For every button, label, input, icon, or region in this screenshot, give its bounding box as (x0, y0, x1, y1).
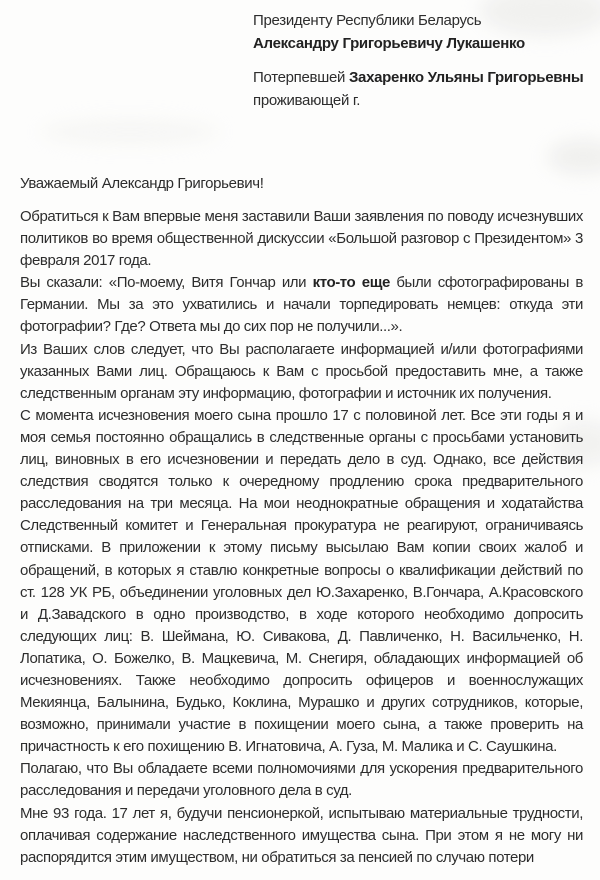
emphasized-text: кто-то еще (312, 274, 390, 292)
paragraph-text: Вы сказали: «По-моему, Витя Гончар или (20, 274, 313, 292)
sender-line (253, 66, 583, 89)
header-spacer (253, 55, 583, 66)
addressee-title: Президенту Республики Беларусь (253, 12, 482, 29)
sender-name: Захаренко Ульяны Григорьевны (348, 69, 584, 86)
paragraph-text: Из Ваших слов следует, что Вы располагаете информацией и/или фотографиями указанных Вами лиц. Обращаюсь к Вам с просьбой предоставить мне, а также следственным органам эту информацию, фотографии и источник их получения. (20, 340, 583, 402)
sender-residence: проживающей г. (253, 92, 361, 109)
paragraph (20, 758, 583, 802)
paragraph (20, 803, 583, 869)
addressee-name: Александру Григорьевичу Лукашенко (253, 35, 525, 52)
letter-body (20, 206, 583, 869)
paragraph-text: С момента исчезновения моего сына прошло 17 с половиной лет. Все эти годы я и моя семья постоянно обращались в следственные органы с просьбами установить лиц, виновных в его исчезновении и передать дело в суд. Однако, все действия следствия сводятся только к очередному продлению срока предварительного расследования на три месяца. На мои неоднократные обращения и ходатайства Следственный комитет и Генеральная прокуратура не реагируют, ограничиваясь отписками. В приложении к этому письму высылаю Вам копии своих жалоб и обращений, в которых я ставлю конкретные вопросы о квалификации действий по ст. 128 УК РБ, объединении уголовных дел Ю.Захаренко, В.Гончара, А.Красовского и Д.Завадского в одно производство, в ходе которого необходимо допросить следующих лиц: В. Шеймана, Ю. Сивакова, Д. Павличенко, Н. Васильченко, Н. Лопатика, О. Божелко, В. Мацкевича, М. Снегиря, обладающих информацией об исчезновениях. Также необходимо допросить офицеров и военнослужащих Мекиянца, Балынина, Будько, Коклина, Мурашко и других сотрудников, которые, возможно, принимали участие в похищении моего сына, а также проверить на причастность к его похищению В. Игнатовича, А. Гуза, М. Малика и С. Саушкина. (20, 406, 583, 756)
letter-header (253, 9, 583, 112)
scan-smudge (40, 120, 220, 144)
paragraph (20, 272, 583, 338)
paragraph-text: Мне 93 года. 17 лет я, будучи пенсионеркой, испытываю материальные трудности, оплачивая содержание наследственного имущества сына. При этом я не могу ни распорядится этим имуществом, ни обратиться за пенсией по случаю потери (20, 804, 583, 866)
paragraph-text: Полагаю, что Вы обладаете всеми полномочиями для ускорения предварительного расследования и передачи уголовного дела в суд. (20, 760, 583, 800)
scan-smudge (548, 140, 600, 174)
sender-status-label: Потерпевшей (253, 69, 349, 86)
paragraph-text: были сфотографированы в Германии. Мы за это ухватились и начали торпедировать немцев: откуда эти фотографии? Где? Ответа мы до сих пор не получили...». (20, 274, 584, 336)
paragraph-text: Обратиться к Вам впервые меня заставили Ваши заявления по поводу исчезнувших политиков во время общественной дискуссии «Большой разговор с Президентом» 3 февраля 2017 года. (20, 208, 583, 270)
salutation: Уважаемый Александр Григорьевич! (20, 175, 264, 192)
paragraph (20, 206, 583, 272)
paragraph (20, 405, 583, 759)
paragraph (20, 339, 583, 405)
